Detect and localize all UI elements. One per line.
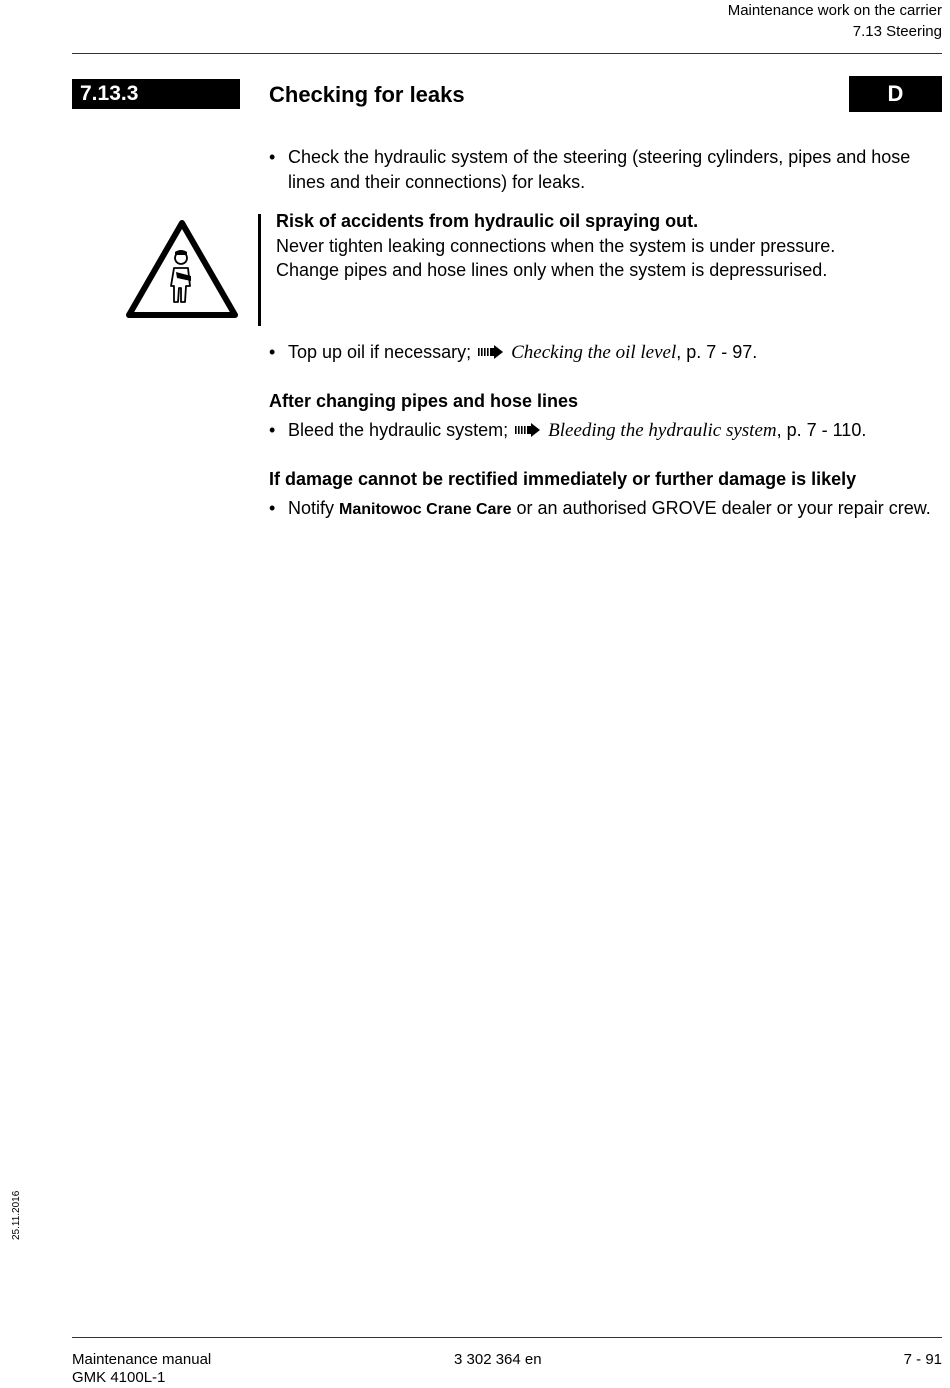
bullet-bleed-hydraulic [269, 418, 942, 444]
warning-title: Risk of accidents from hydraulic oil spraying out. [276, 211, 699, 231]
reference-arrow-icon [478, 341, 504, 366]
section-number: 7.13.3 [72, 79, 240, 109]
bullet-text-suffix: or an authorised GROVE dealer or your repair crew. [516, 498, 931, 518]
subheading-after-changing: After changing pipes and hose lines [269, 391, 579, 411]
reference-arrow-icon [515, 419, 541, 444]
bullet-dot: • [269, 342, 276, 362]
link-bleeding-hydraulic-system[interactable]: Bleeding the hydraulic system [548, 420, 777, 441]
page-reference: , p. 7 - 97. [676, 342, 758, 362]
warning-side-bar [258, 214, 261, 326]
warning-line-1: Never tighten leaking connections when the system is under pressure. [276, 235, 836, 256]
subheading-if-damage: If damage cannot be rectified immediately or further damage is likely [269, 469, 857, 489]
footer-doc-number: 3 302 364 en [454, 1351, 542, 1368]
bullet-dot: • [269, 420, 276, 440]
side-date: 25.11.2016 [11, 1190, 22, 1240]
header-divider [72, 53, 942, 54]
bullet-notify [269, 496, 942, 523]
bullet-text: Bleed the hydraulic system; [288, 420, 509, 440]
footer-page-number: 7 - 91 [903, 1351, 942, 1368]
side-date-container [11, 1190, 25, 1300]
bullet-top-up-oil [269, 340, 942, 366]
warning-line-2: Change pipes and hose lines only when the system is depressurised. [276, 260, 828, 280]
bullet-text: Notify [288, 498, 335, 518]
footer-divider [72, 1337, 942, 1338]
page-reference: , p. 7 - 110. [776, 420, 867, 440]
footer-model: GMK 4100L-1 [72, 1369, 166, 1386]
bullet-dot: • [269, 147, 276, 167]
warning-text-block [276, 209, 942, 283]
bullet-text: Check the hydraulic system of the steering (steering cylinders, pipes and hose lines and their connections) for leaks. [288, 147, 911, 192]
footer-manual: Maintenance manual [72, 1351, 212, 1368]
warning-triangle-injured-person-icon [125, 218, 239, 320]
bullet-text: Top up oil if necessary; [288, 342, 472, 362]
link-checking-oil-level[interactable]: Checking the oil level [511, 342, 677, 363]
bullet-dot: • [269, 498, 276, 518]
section-badge: D [849, 76, 942, 112]
bullet-check-hydraulic [269, 145, 942, 194]
header-section: 7.13 Steering [852, 23, 942, 40]
section-title: Checking for leaks [269, 82, 465, 107]
header-chapter: Maintenance work on the carrier [727, 2, 942, 19]
brand-name: Manitowoc Crane Care [339, 501, 512, 518]
